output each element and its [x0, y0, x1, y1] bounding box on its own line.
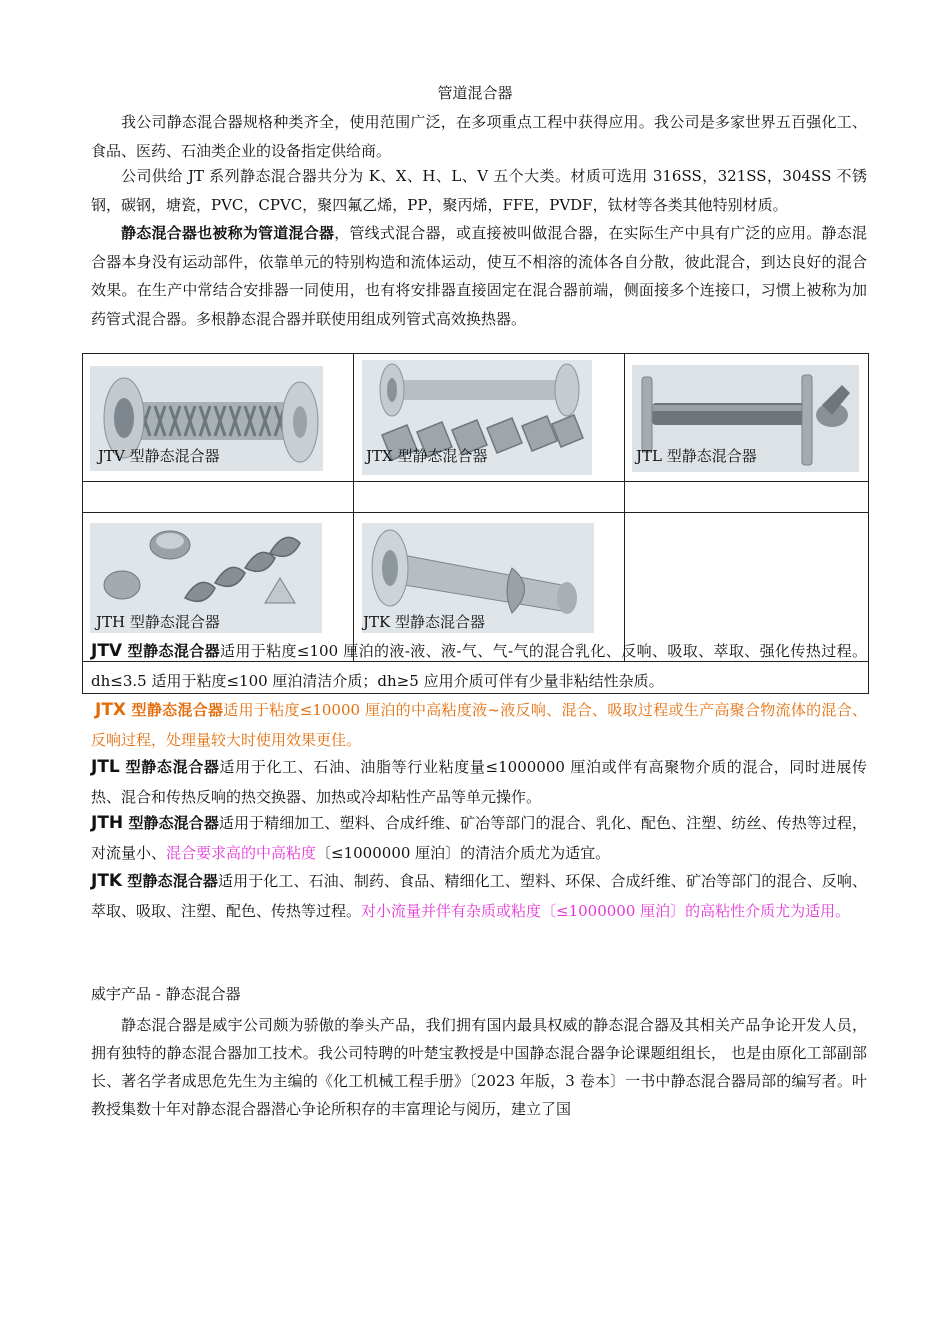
jth-description: JTH 型静态混合器适用于精细加工、塑料、合成纤维、矿冶等部门的混合、乳化、配色、注塑、纺丝、传热等过程，对流量小、混合要求高的中高粘度〔≤1000000 厘泊〕的清洁介质尤为适宜。 — [91, 813, 867, 862]
jth-caption: JTH 型静态混合器 — [96, 613, 220, 631]
intro-paragraph-3-text: ，管线式混合器，或直接被叫做混合器，在实际生产中具有广泛的应用。静态混合器本身没有运动部件，依靠单元的特别构造和流体运动，使互不相溶的流体各自分散，彼此混合，到达良好的混合效果。在生产中常结合安排器一同使用，也有将安排器直接固定在混合器前端，侧面接多个连接口，习惯上被称为加药管式混合器。多根静态混合器并联使用组成列管式高效换热器。 — [91, 224, 867, 328]
section2-body: 静态混合器是威宇公司颇为骄傲的拳头产品，我们拥有国内最具权威的静态混合器及其相关产品争论开发人员，拥有独特的静态混合器加工技术。我公司特聘的叶楚宝教授是中国静态混合器争论课题组组长， 也是由原化工部副部长、著名学者成思危先生为主编的《化工机械工程手册》〔2023 年版，3 卷本〕一书中静态混合器局部的编写者。叶教授集数十年对静态混合器潜心争论所积存的丰富理论与阅历，建立了国 — [91, 1016, 867, 1118]
jtl-description: JTL 型静态混合器适用于化工、石油、油脂等行业粘度量≤1000000 厘泊或伴有高聚物介质的混合，同时进展传热、混合和传热反响的热交换器、加热或冷却粘性产品等单元操作。 — [91, 757, 867, 806]
page-title: 管道混合器 — [437, 84, 513, 102]
jth-highlight: 混合要求高的中高粘度 — [166, 843, 317, 862]
intro-paragraph-1: 我公司静态混合器规格种类齐全，使用范围广泛，在多项重点工程中获得应用。我公司是多家世界五百强化工、食品、医药、石油类企业的设备指定供给商。 — [91, 113, 867, 160]
jtl-caption: JTL 型静态混合器 — [636, 447, 757, 465]
jtk-description: JTK 型静态混合器适用于化工、石油、制药、食品、精细化工、塑料、环保、合成纤维、矿冶等部门的混合、反响、萃取、吸取、注塑、配色、传热等过程。对小流量并伴有杂质或粘度〔≤1000000 厘泊〕的高粘性介质尤为适用。 — [91, 871, 867, 920]
intro-bold-phrase: 静态混合器也被称为管道混合器 — [121, 224, 335, 242]
section2-heading: 威宇产品 - 静态混合器 — [91, 985, 241, 1003]
jtk-highlight: 对小流量并伴有杂质或粘度〔≤1000000 厘泊〕的高粘性介质尤为适用。 — [361, 901, 851, 920]
jtx-caption: JTX 型静态混合器 — [366, 447, 488, 465]
jtx-description: JTX 型静态混合器适用于粘度≤10000 厘泊的中高粘度液~液反响、混合、吸取过程或生产高聚合物流体的混合、反响过程，处理量较大时使用效果更佳。 — [91, 700, 867, 749]
jtv-description: JTV 型静态混合器适用于粘度≤100 厘泊的液-液、液-气、气-气的混合乳化、反响、吸取、萃取、强化传热过程。 dh≤3.5 适用于粘度≤100 厘泊清洁介质；dh≥5 应用介质可伴有少量非粘结性杂质。 — [91, 641, 867, 690]
jtv-caption: JTV 型静态混合器 — [98, 447, 220, 465]
intro-paragraph-2: 公司供给 JT 系列静态混合器共分为 K、X、H、L、V 五个大类。材质可选用 316SS，321SS，304SS 不锈钢，碳钢，塘瓷，PVC，CPVC，聚四氟乙烯，PP，聚丙烯，FFE，PVDF，钛材等各类其他特别材质。 — [91, 167, 867, 214]
intro-paragraph-3 — [91, 219, 867, 333]
jtk-caption: JTK 型静态混合器 — [363, 613, 485, 631]
